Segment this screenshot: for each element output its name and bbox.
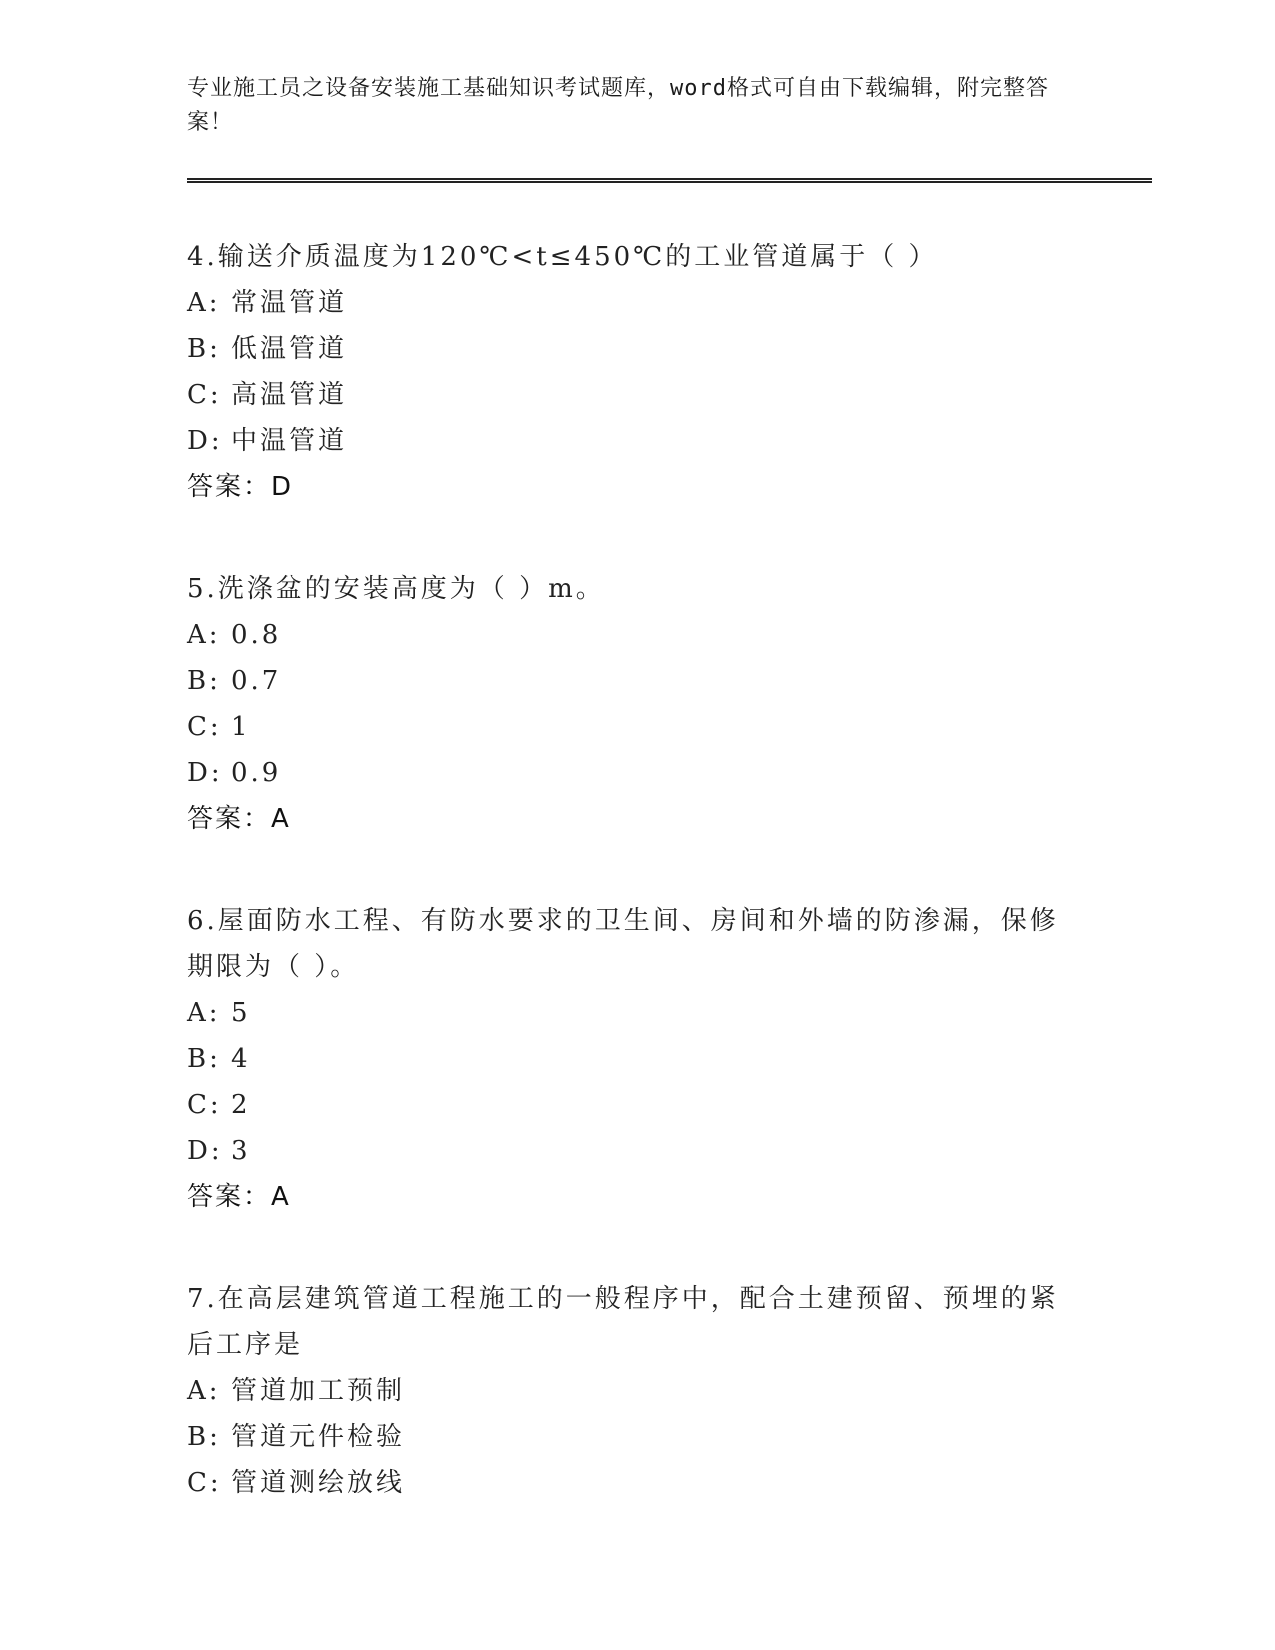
option-label: A:: [187, 1376, 221, 1406]
header-divider: [187, 178, 1152, 183]
option-text: 5: [231, 998, 251, 1028]
option-a: [187, 1368, 1077, 1414]
option-text: 常温管道: [231, 288, 348, 318]
option-text: 管道元件检验: [231, 1422, 406, 1452]
option-c: [187, 704, 1077, 750]
option-text: 2: [231, 1090, 251, 1120]
answer-line: 答案：A: [187, 804, 291, 834]
option-text: 管道加工预制: [231, 1376, 406, 1406]
option-label: C:: [187, 712, 222, 742]
question-stem: 6.屋面防水工程、有防水要求的卫生间、房间和外墙的防渗漏，保修期限为（ ）。: [187, 906, 1059, 982]
option-b: [187, 1414, 1077, 1460]
option-text: 0.7: [231, 666, 282, 696]
question-6: [187, 898, 1077, 1220]
question-5: [187, 566, 1077, 842]
option-a: [187, 280, 1077, 326]
option-label: C:: [187, 380, 222, 410]
option-b: [187, 1036, 1077, 1082]
answer-line: 答案：A: [187, 1182, 291, 1212]
question-stem: 5.洗涤盆的安装高度为（ ）m。: [187, 574, 605, 604]
option-label: B:: [187, 1044, 221, 1074]
option-c: [187, 1082, 1077, 1128]
option-text: 高温管道: [231, 380, 348, 410]
option-text: 3: [231, 1136, 251, 1166]
option-label: B:: [187, 1422, 221, 1452]
option-d: [187, 1128, 1077, 1174]
option-c: [187, 372, 1077, 418]
option-d: [187, 750, 1077, 796]
document-header: [187, 72, 1067, 140]
option-label: D:: [187, 758, 223, 788]
option-label: D:: [187, 1136, 223, 1166]
option-label: A:: [187, 288, 221, 318]
option-d: [187, 418, 1077, 464]
answer-line: 答案：D: [187, 472, 294, 502]
option-text: 1: [231, 712, 251, 742]
option-label: B:: [187, 334, 221, 364]
option-label: A:: [187, 620, 221, 650]
option-label: A:: [187, 998, 221, 1028]
option-a: [187, 990, 1077, 1036]
question-stem: 4.输送介质温度为120℃<t≤450℃的工业管道属于（ ）: [187, 242, 938, 272]
option-text: 低温管道: [231, 334, 348, 364]
question-list: [187, 234, 1077, 1562]
option-b: [187, 326, 1077, 372]
option-label: D:: [187, 426, 223, 456]
question-7: [187, 1276, 1077, 1506]
option-text: 4: [231, 1044, 251, 1074]
option-b: [187, 658, 1077, 704]
option-a: [187, 612, 1077, 658]
option-label: C:: [187, 1468, 222, 1498]
header-title: 专业施工员之设备安装施工基础知识考试题库，word格式可自由下载编辑，附完整答案！: [187, 76, 1049, 135]
option-label: B:: [187, 666, 221, 696]
question-4: [187, 234, 1077, 510]
option-text: 0.8: [231, 620, 282, 650]
option-text: 0.9: [231, 758, 282, 788]
question-stem: 7.在高层建筑管道工程施工的一般程序中，配合土建预留、预埋的紧后工序是: [187, 1284, 1059, 1360]
option-text: 中温管道: [231, 426, 348, 456]
option-text: 管道测绘放线: [231, 1468, 406, 1498]
option-label: C:: [187, 1090, 222, 1120]
option-c: [187, 1460, 1077, 1506]
